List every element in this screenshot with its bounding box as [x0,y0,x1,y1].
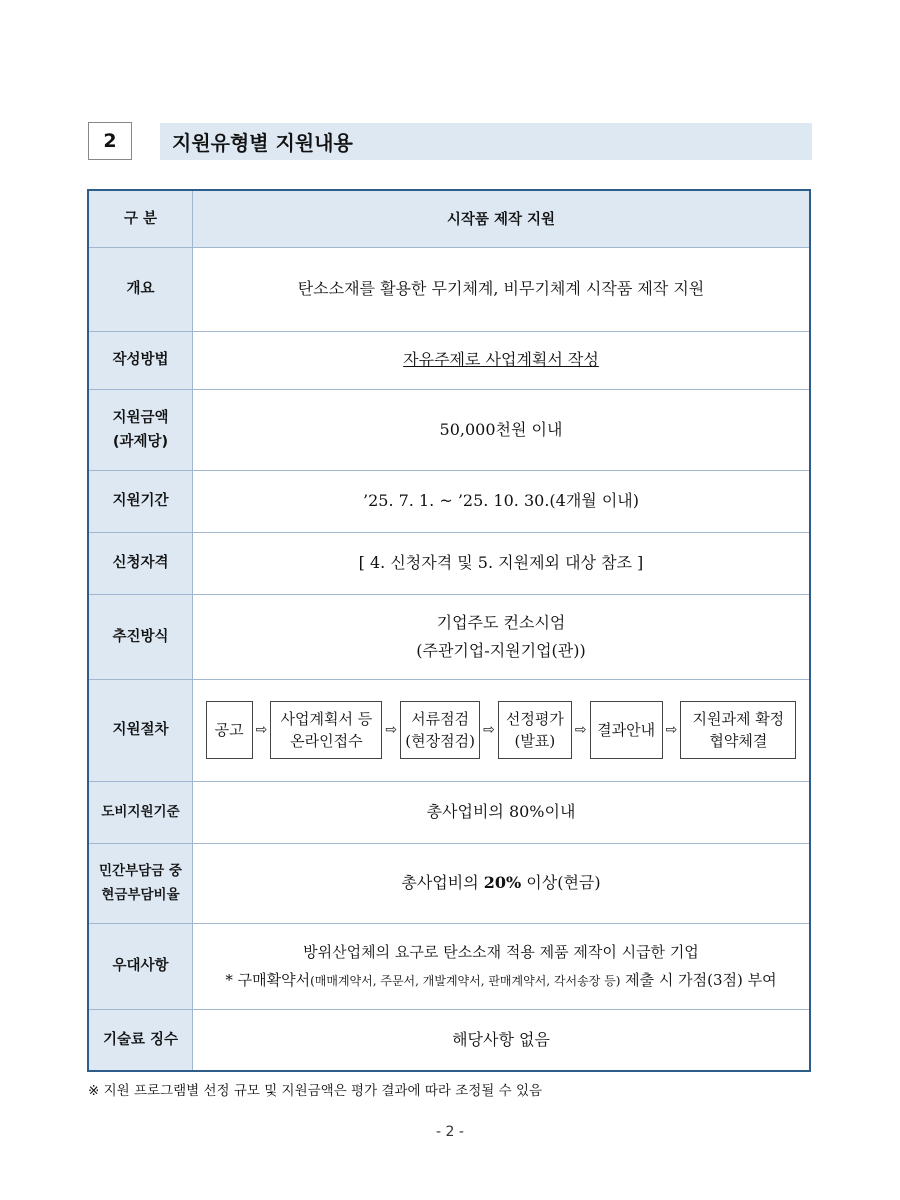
table-row [88,843,810,923]
right-arrow-icon: ⇨ [665,722,678,738]
period-label: 지원기간 [88,470,193,532]
page-number: - 2 - [436,1124,464,1140]
private-value: 총사업비의 20% 이상(현금) [193,843,811,923]
approach-line1: 기업주도 컨소시엄 [436,612,566,632]
amount-label-line2: (과제당) [112,433,169,450]
table-row [88,679,810,781]
amount-value: 50,000천원 이내 [193,389,811,470]
section-header [88,122,812,162]
footnote: ※ 지원 프로그램별 선정 규모 및 지원금액은 평가 결과에 따라 조정될 수 있음 [88,1083,543,1099]
eligibility-label: 신청자격 [88,532,193,594]
amount-label-line1: 지원금액 [112,409,169,426]
preference-value [193,923,811,1009]
private-label-line1: 민간부담금 중 [99,863,182,879]
table-row [88,923,810,1009]
procedure-step: 지원과제 확정 협약체결 [680,701,796,759]
procedure-step: 서류점검 (현장점검) [400,701,480,759]
table-row [88,594,810,679]
overview-value: 탄소소재를 활용한 무기체계, 비무기체계 시작품 제작 지원 [193,247,811,331]
procedure-step: 선정평가 (발표) [498,701,572,759]
procedure-value [193,679,811,781]
procedure-step: 공고 [206,701,253,759]
overview-label: 개요 [88,247,193,331]
header-label: 구 분 [88,190,193,247]
table-row [88,781,810,843]
table-row [88,389,810,470]
procedure-label: 지원절차 [88,679,193,781]
right-arrow-icon: ⇨ [574,722,587,738]
table-header-row [88,190,810,247]
period-value: ’25. 7. 1. ~ ’25. 10. 30.(4개월 이내) [193,470,811,532]
table-row [88,470,810,532]
section-title: 지원유형별 지원내용 [160,123,812,160]
preference-label: 우대사항 [88,923,193,1009]
fee-value: 해당사항 없음 [193,1009,811,1071]
right-arrow-icon: ⇨ [255,722,268,738]
approach-value [193,594,811,679]
province-value: 총사업비의 80%이내 [193,781,811,843]
private-label-line2: 현금부담비율 [101,887,180,903]
amount-label [88,389,193,470]
procedure-step: 결과안내 [590,701,663,759]
preference-line1: 방위산업체의 요구로 탄소소재 적용 제품 제작이 시급한 기업 [303,942,699,961]
preference-line2: * 구매확약서(매매계약서, 주문서, 개발계약서, 판매계약서, 각서송장 등) 제출 시 가점(3점) 부여 [225,970,777,989]
method-label: 작성방법 [88,331,193,389]
table-row [88,1009,810,1071]
support-content-table [87,189,811,1072]
private-label [88,843,193,923]
table-row [88,532,810,594]
eligibility-value: [ 4. 신청자격 및 5. 지원제외 대상 참조 ] [193,532,811,594]
approach-label: 추진방식 [88,594,193,679]
procedure-step: 사업계획서 등 온라인접수 [270,701,382,759]
approach-line2: (주관기업-지원기업(관)) [416,640,586,660]
right-arrow-icon: ⇨ [385,722,398,738]
method-value: 자유주제로 사업계획서 작성 [403,350,599,369]
header-value: 시작품 제작 지원 [193,190,811,247]
fee-label: 기술료 징수 [88,1009,193,1071]
procedure-flow [193,701,809,759]
section-number: 2 [88,122,132,160]
province-label: 도비지원기준 [88,781,193,843]
table-row [88,331,810,389]
right-arrow-icon: ⇨ [483,722,495,738]
table-row [88,247,810,331]
